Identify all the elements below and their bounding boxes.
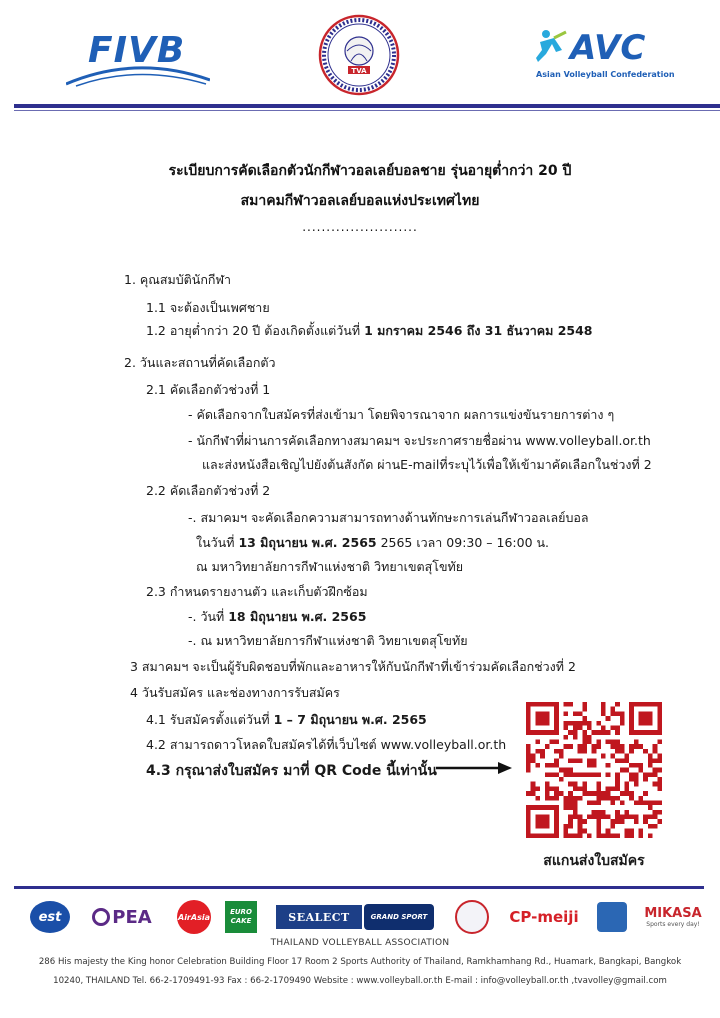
airasia-logo: AirAsia [176,894,212,940]
section-3-text: 3 สมาคมฯ จะเป็นผู้รับผิดชอบที่พักและอาหารให้กับนักกีฬาที่เข้าร่วมคัดเลือกช่วงที่ 2 [130,659,576,674]
hospital-icon [597,902,627,932]
section-4-item-1: 4.1 รับสมัครตั้งแต่วันที่ 1 – 7 มิถุนายน พ.ศ. 2565 [146,712,427,727]
pea-logo: PEA [84,894,160,940]
hospital-logo [590,894,634,940]
mikasa-logo: MIKASA Sports every day! [644,906,702,928]
round-1-heading: 2.1 คัดเลือกตัวช่วงที่ 1 [146,382,271,397]
sealect-logo: SEALECT [276,894,362,940]
volleyball-player-icon [532,28,570,68]
round-3-line-b: -. ณ มหาวิทยาลัยการกีฬาแห่งชาติ วิทยาเขตสุโขทัย [188,633,468,648]
pea-ring-icon [92,908,110,926]
header-divider [14,104,720,108]
round-1-line-b: - นักกีฬาที่ผ่านการคัดเลือกทางสมาคมฯ จะประกาศรายชื่อผ่าน www.volleyball.or.th [188,433,651,448]
fivb-swoosh-icon [66,58,210,88]
document-subtitle: สมาคมกีฬาวอลเลย์บอลแห่งประเทศไทย [240,193,480,209]
svg-text:TVA: TVA [351,67,367,75]
cp-meiji-logo: CP-meiji [509,908,579,926]
qr-caption: สแกนส่งใบสมัคร [543,853,645,869]
arrow-right-icon [436,760,514,776]
qr-code[interactable] [526,702,662,838]
section-1-item-2: 1.2 อายุต่ำกว่า 20 ปี ต้องเกิดตั้งแต่วันที่ 1 มกราคม 2546 ถึง 31 ธันวาคม 2548 [146,323,593,338]
round-2-heading: 2.2 คัดเลือกตัวช่วงที่ 2 [146,483,271,498]
document-title: ระเบียบการคัดเลือกตัวนักกีฬาวอลเลย์บอลชาย รุ่นอายุต่ำกว่า 20 ปี [168,163,572,179]
tva-seal-logo [318,14,400,96]
address-line-1: 286 His majesty the King honor Celebration Building Floor 17 Room 2 Sports Authority of Thailand, Ramkhamhang Rd., Huamark, Bangkapi, Bangkok [38,957,682,967]
address-line-2: 10240, THAILAND Tel. 66-2-1709491-93 Fax : 66-2-1709490 Website : www.volleyball.or.th E-mail : info@volleyball.or.th ,tvavolley@gmail.com [53,976,667,986]
section-1-item-1: 1.1 จะต้องเป็นเพศชาย [146,300,270,315]
footer-divider [14,886,704,889]
title-separator: ........................ [302,220,418,234]
section-1-heading: 1. คุณสมบัตินักกีฬา [124,272,232,287]
section-4-item-3: 4.3 กรุณาส่งใบสมัคร มาที่ QR Code นี้เท่านั้น [146,763,437,779]
association-name: THAILAND VOLLEYBALL ASSOCIATION [270,938,450,948]
est-logo: est [28,894,72,940]
round-1-line-c: และส่งหนังสือเชิญไปยังต้นสังกัด ผ่านE-mailที่ระบุไว้เพื่อให้เข้ามาคัดเลือกในช่วงที่ 2 [202,457,652,472]
grand-sport-logo: GRAND SPORT [364,894,434,940]
avc-logo: AVC Asian Volleyball Confederation [532,28,672,84]
round-2-line-a: -. สมาคมฯ จะคัดเลือกความสามารถทางด้านทักษะการเล่นกีฬาวอลเลย์บอล [188,510,589,525]
round-1-line-a: - คัดเลือกจากใบสมัครที่ส่งเข้ามา โดยพิจารณาจาก ผลการแข่งขันรายการต่าง ๆ [188,407,615,422]
sponsor-logo-strip [28,894,708,940]
section-4-item-2: 4.2 สามารถดาวโหลดใบสมัครได้ที่เว็บไซต์ www.volleyball.or.th [146,737,507,752]
header-divider-thin [14,110,720,111]
fivb-logo: FIVB [66,30,210,88]
round-2-line-b: ในวันที่ 13 มิถุนายน พ.ศ. 2565 2565 เวลา 09:30 – 16:00 น. [196,535,550,550]
section-2-heading: 2. วันและสถานที่คัดเลือกตัว [124,355,276,370]
round-2-line-c: ณ มหาวิทยาลัยการกีฬาแห่งชาติ วิทยาเขตสุโขทัย [196,559,464,574]
tva-small-logo [454,894,490,940]
round-3-line-a: -. วันที่ 18 มิถุนายน พ.ศ. 2565 [188,609,367,624]
eurocake-logo: EURO CAKE [224,894,258,940]
letterhead [0,0,720,112]
round-3-heading: 2.3 กำหนดรายงานตัว และเก็บตัวฝึกซ้อม [146,584,368,599]
section-4-heading: 4 วันรับสมัคร และช่องทางการรับสมัคร [130,685,340,700]
